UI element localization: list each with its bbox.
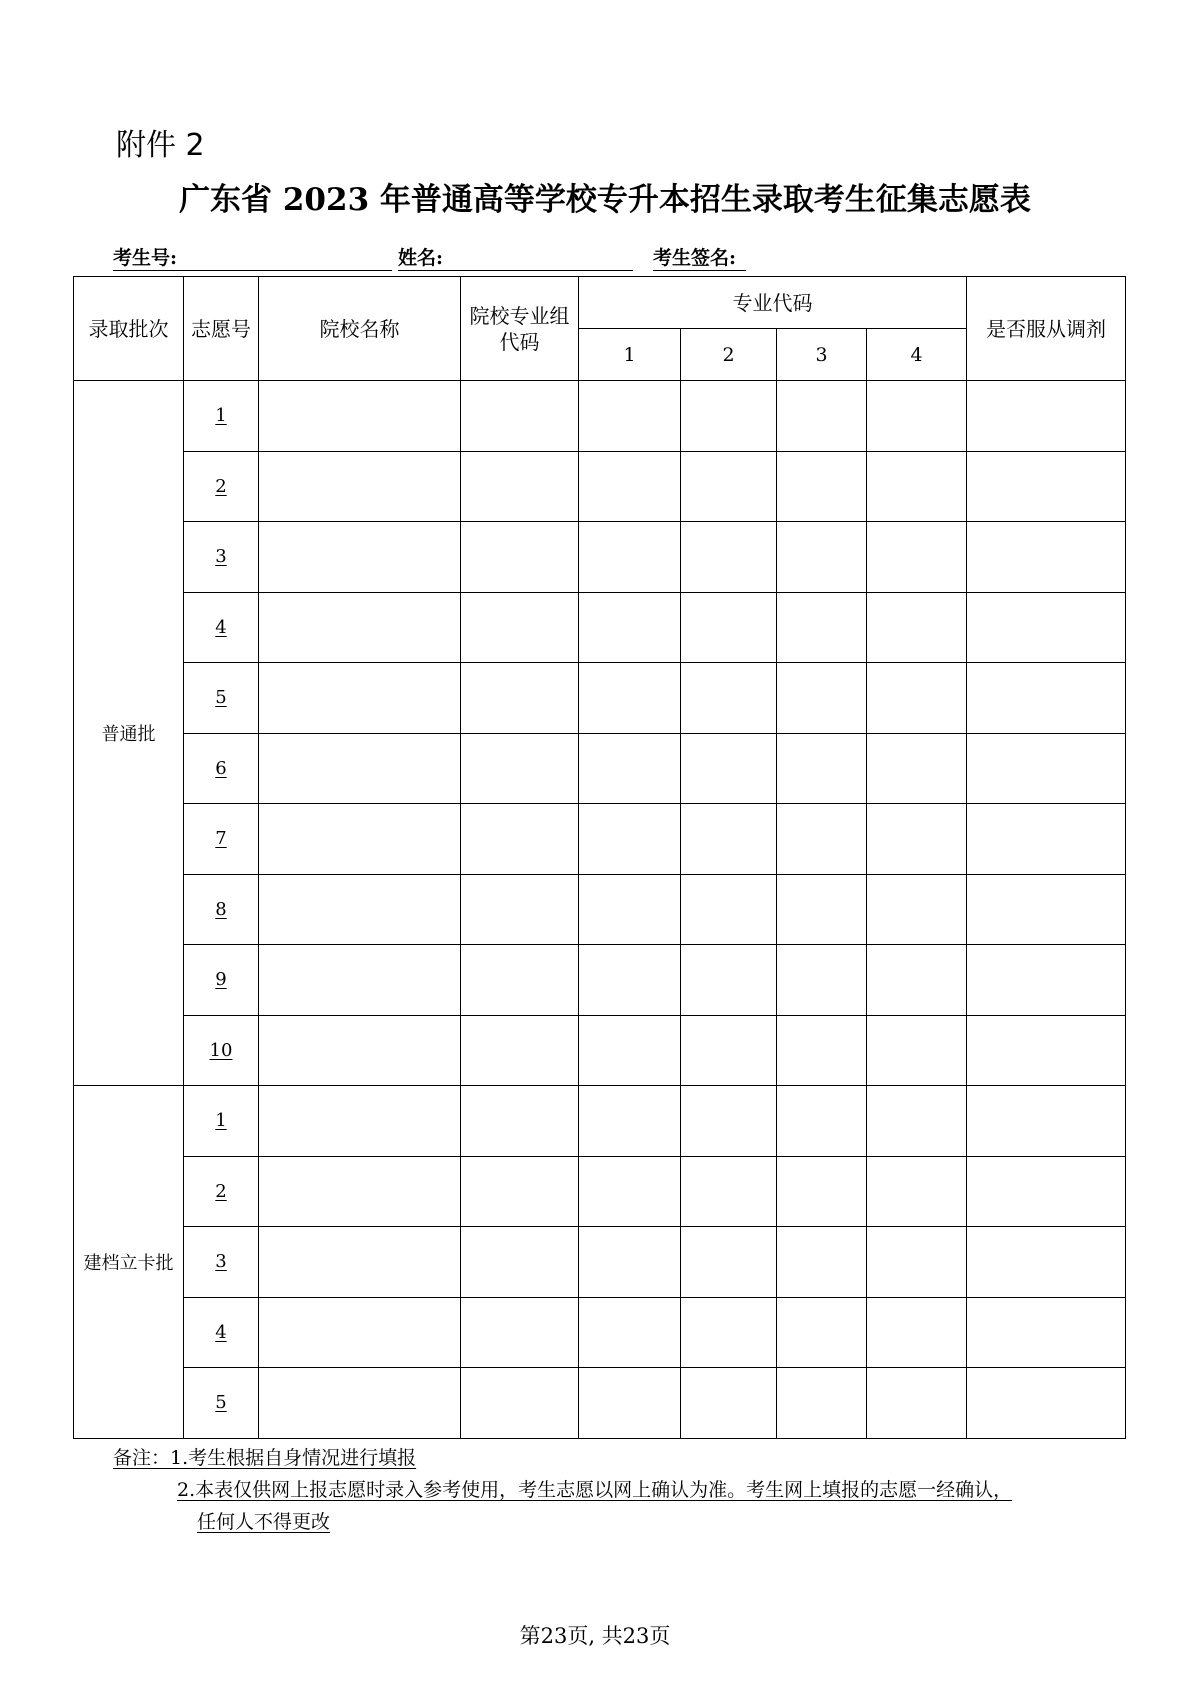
school-name-cell[interactable] — [259, 1297, 461, 1368]
batch-name-cell: 建档立卡批 — [74, 1086, 184, 1439]
wish-number-cell: 10 — [184, 1015, 259, 1086]
wish-number-cell: 3 — [184, 522, 259, 593]
name-blank — [443, 249, 633, 271]
header-major-4: 4 — [867, 329, 967, 381]
major-code-4-cell[interactable] — [867, 381, 967, 452]
adjust-cell[interactable] — [967, 804, 1126, 875]
wish-number-cell: 8 — [184, 874, 259, 945]
major-code-1-cell[interactable] — [579, 1015, 681, 1086]
table-row — [74, 1227, 1126, 1298]
major-code-2-cell[interactable] — [681, 874, 777, 945]
major-code-4-cell[interactable] — [867, 945, 967, 1016]
signature-field — [653, 243, 746, 271]
major-code-4-cell[interactable] — [867, 1156, 967, 1227]
adjust-cell[interactable] — [967, 1015, 1126, 1086]
adjust-cell[interactable] — [967, 592, 1126, 663]
table-row — [74, 1368, 1126, 1439]
adjust-cell[interactable] — [967, 1297, 1126, 1368]
notes — [113, 1442, 1012, 1538]
adjust-cell[interactable] — [967, 522, 1126, 593]
signature-blank — [736, 249, 746, 271]
adjust-cell[interactable] — [967, 1156, 1126, 1227]
major-code-4-cell[interactable] — [867, 1015, 967, 1086]
major-code-3-cell[interactable] — [777, 733, 867, 804]
school-name-cell[interactable] — [259, 663, 461, 734]
major-code-4-cell[interactable] — [867, 1297, 967, 1368]
major-code-1-cell[interactable] — [579, 874, 681, 945]
school-name-cell[interactable] — [259, 522, 461, 593]
group-code-cell[interactable] — [461, 592, 579, 663]
school-name-cell[interactable] — [259, 804, 461, 875]
table-row — [74, 522, 1126, 593]
major-code-2-cell[interactable] — [681, 592, 777, 663]
note-line-3: 任何人不得更改 — [197, 1511, 331, 1533]
major-code-1-cell[interactable] — [579, 1227, 681, 1298]
school-name-cell[interactable] — [259, 1015, 461, 1086]
school-name-cell[interactable] — [259, 945, 461, 1016]
wish-number-cell: 2 — [184, 451, 259, 522]
exam-number-blank — [177, 249, 392, 271]
table-row — [74, 874, 1126, 945]
adjust-cell[interactable] — [967, 1086, 1126, 1157]
major-code-1-cell[interactable] — [579, 733, 681, 804]
group-code-cell[interactable] — [461, 1086, 579, 1157]
major-code-1-cell[interactable] — [579, 1297, 681, 1368]
application-form-table — [73, 276, 1126, 1439]
major-code-3-cell[interactable] — [777, 663, 867, 734]
major-code-1-cell[interactable] — [579, 1368, 681, 1439]
major-code-1-cell[interactable] — [579, 945, 681, 1016]
major-code-4-cell[interactable] — [867, 874, 967, 945]
adjust-cell[interactable] — [967, 381, 1126, 452]
adjust-cell[interactable] — [967, 1368, 1126, 1439]
major-code-2-cell[interactable] — [681, 451, 777, 522]
major-code-3-cell[interactable] — [777, 874, 867, 945]
major-code-4-cell[interactable] — [867, 1086, 967, 1157]
major-code-1-cell[interactable] — [579, 522, 681, 593]
table-row — [74, 451, 1126, 522]
major-code-3-cell[interactable] — [777, 945, 867, 1016]
school-name-cell[interactable] — [259, 381, 461, 452]
adjust-cell[interactable] — [967, 663, 1126, 734]
group-code-cell[interactable] — [461, 733, 579, 804]
major-code-3-cell[interactable] — [777, 804, 867, 875]
major-code-1-cell[interactable] — [579, 1156, 681, 1227]
name-label: 姓名: — [398, 243, 443, 271]
major-code-2-cell[interactable] — [681, 1015, 777, 1086]
adjust-cell[interactable] — [967, 1227, 1126, 1298]
table-row — [74, 1297, 1126, 1368]
major-code-2-cell[interactable] — [681, 945, 777, 1016]
school-name-cell[interactable] — [259, 1227, 461, 1298]
header-wish-no: 志愿号 — [184, 277, 259, 381]
major-code-2-cell[interactable] — [681, 733, 777, 804]
major-code-3-cell[interactable] — [777, 1156, 867, 1227]
school-name-cell[interactable] — [259, 1368, 461, 1439]
major-code-2-cell[interactable] — [681, 1156, 777, 1227]
major-code-2-cell[interactable] — [681, 381, 777, 452]
adjust-cell[interactable] — [967, 733, 1126, 804]
major-code-4-cell[interactable] — [867, 522, 967, 593]
exam-number-label: 考生号: — [113, 243, 177, 271]
wish-number-cell: 6 — [184, 733, 259, 804]
group-code-cell[interactable] — [461, 522, 579, 593]
header-batch: 录取批次 — [74, 277, 184, 381]
major-code-4-cell[interactable] — [867, 1368, 967, 1439]
group-code-cell[interactable] — [461, 1297, 579, 1368]
school-name-cell[interactable] — [259, 874, 461, 945]
header-adjust: 是否服从调剂 — [967, 277, 1126, 381]
group-code-cell[interactable] — [461, 1015, 579, 1086]
group-code-cell[interactable] — [461, 945, 579, 1016]
major-code-3-cell[interactable] — [777, 1015, 867, 1086]
wish-number-cell: 4 — [184, 592, 259, 663]
header-major-2: 2 — [681, 329, 777, 381]
adjust-cell[interactable] — [967, 874, 1126, 945]
school-name-cell[interactable] — [259, 1086, 461, 1157]
group-code-cell[interactable] — [461, 663, 579, 734]
table-row — [74, 381, 1126, 452]
group-code-cell[interactable] — [461, 1368, 579, 1439]
table-row — [74, 733, 1126, 804]
header-major-code: 专业代码 — [579, 277, 967, 329]
major-code-2-cell[interactable] — [681, 804, 777, 875]
major-code-4-cell[interactable] — [867, 592, 967, 663]
header-school-name: 院校名称 — [259, 277, 461, 381]
group-code-cell[interactable] — [461, 451, 579, 522]
header-major-1: 1 — [579, 329, 681, 381]
wish-number-cell: 1 — [184, 381, 259, 452]
page-footer: 第23页, 共23页 — [519, 1624, 671, 1648]
note-line-2: 2.本表仅供网上报志愿时录入参考使用，考生志愿以网上确认为准。考生网上填报的志愿一经确认， — [177, 1479, 1013, 1501]
note-line-1: 备注：1.考生根据自身情况进行填报 — [113, 1447, 417, 1469]
school-name-cell[interactable] — [259, 592, 461, 663]
group-code-cell[interactable] — [461, 381, 579, 452]
exam-number-field — [113, 243, 392, 271]
major-code-1-cell[interactable] — [579, 663, 681, 734]
major-code-2-cell[interactable] — [681, 1227, 777, 1298]
batch-name-cell: 普通批 — [74, 381, 184, 1086]
wish-number-cell: 9 — [184, 945, 259, 1016]
major-code-2-cell[interactable] — [681, 1368, 777, 1439]
major-code-3-cell[interactable] — [777, 522, 867, 593]
wish-number-cell: 1 — [184, 1086, 259, 1157]
major-code-1-cell[interactable] — [579, 592, 681, 663]
major-code-4-cell[interactable] — [867, 1227, 967, 1298]
major-code-1-cell[interactable] — [579, 1086, 681, 1157]
major-code-4-cell[interactable] — [867, 733, 967, 804]
page-title: 广东省 2023 年普通高等学校专升本招生录取考生征集志愿表 — [179, 182, 1031, 218]
major-code-2-cell[interactable] — [681, 1297, 777, 1368]
header-major-3: 3 — [777, 329, 867, 381]
wish-number-cell: 2 — [184, 1156, 259, 1227]
major-code-2-cell[interactable] — [681, 663, 777, 734]
school-name-cell[interactable] — [259, 733, 461, 804]
table-row — [74, 592, 1126, 663]
table-row — [74, 663, 1126, 734]
group-code-cell[interactable] — [461, 1156, 579, 1227]
signature-label: 考生签名: — [653, 243, 736, 271]
major-code-4-cell[interactable] — [867, 804, 967, 875]
major-code-1-cell[interactable] — [579, 381, 681, 452]
table-row — [74, 1086, 1126, 1157]
major-code-3-cell[interactable] — [777, 1297, 867, 1368]
major-code-3-cell[interactable] — [777, 1368, 867, 1439]
table-row — [74, 804, 1126, 875]
major-code-2-cell[interactable] — [681, 522, 777, 593]
major-code-3-cell[interactable] — [777, 1086, 867, 1157]
school-name-cell[interactable] — [259, 451, 461, 522]
adjust-cell[interactable] — [967, 451, 1126, 522]
major-code-3-cell[interactable] — [777, 451, 867, 522]
adjust-cell[interactable] — [967, 945, 1126, 1016]
major-code-2-cell[interactable] — [681, 1086, 777, 1157]
name-field — [398, 243, 633, 271]
school-name-cell[interactable] — [259, 1156, 461, 1227]
major-code-1-cell[interactable] — [579, 804, 681, 875]
major-code-1-cell[interactable] — [579, 451, 681, 522]
group-code-cell[interactable] — [461, 874, 579, 945]
group-code-cell[interactable] — [461, 804, 579, 875]
group-code-cell[interactable] — [461, 1227, 579, 1298]
wish-number-cell: 4 — [184, 1297, 259, 1368]
table-row — [74, 1015, 1126, 1086]
major-code-3-cell[interactable] — [777, 592, 867, 663]
wish-number-cell: 5 — [184, 1368, 259, 1439]
table-row — [74, 1156, 1126, 1227]
major-code-3-cell[interactable] — [777, 381, 867, 452]
major-code-3-cell[interactable] — [777, 1227, 867, 1298]
wish-number-cell: 3 — [184, 1227, 259, 1298]
attachment-label: 附件 2 — [116, 128, 205, 163]
header-group-code: 院校专业组代码 — [461, 277, 579, 381]
major-code-4-cell[interactable] — [867, 451, 967, 522]
table-row — [74, 945, 1126, 1016]
wish-number-cell: 7 — [184, 804, 259, 875]
major-code-4-cell[interactable] — [867, 663, 967, 734]
wish-number-cell: 5 — [184, 663, 259, 734]
